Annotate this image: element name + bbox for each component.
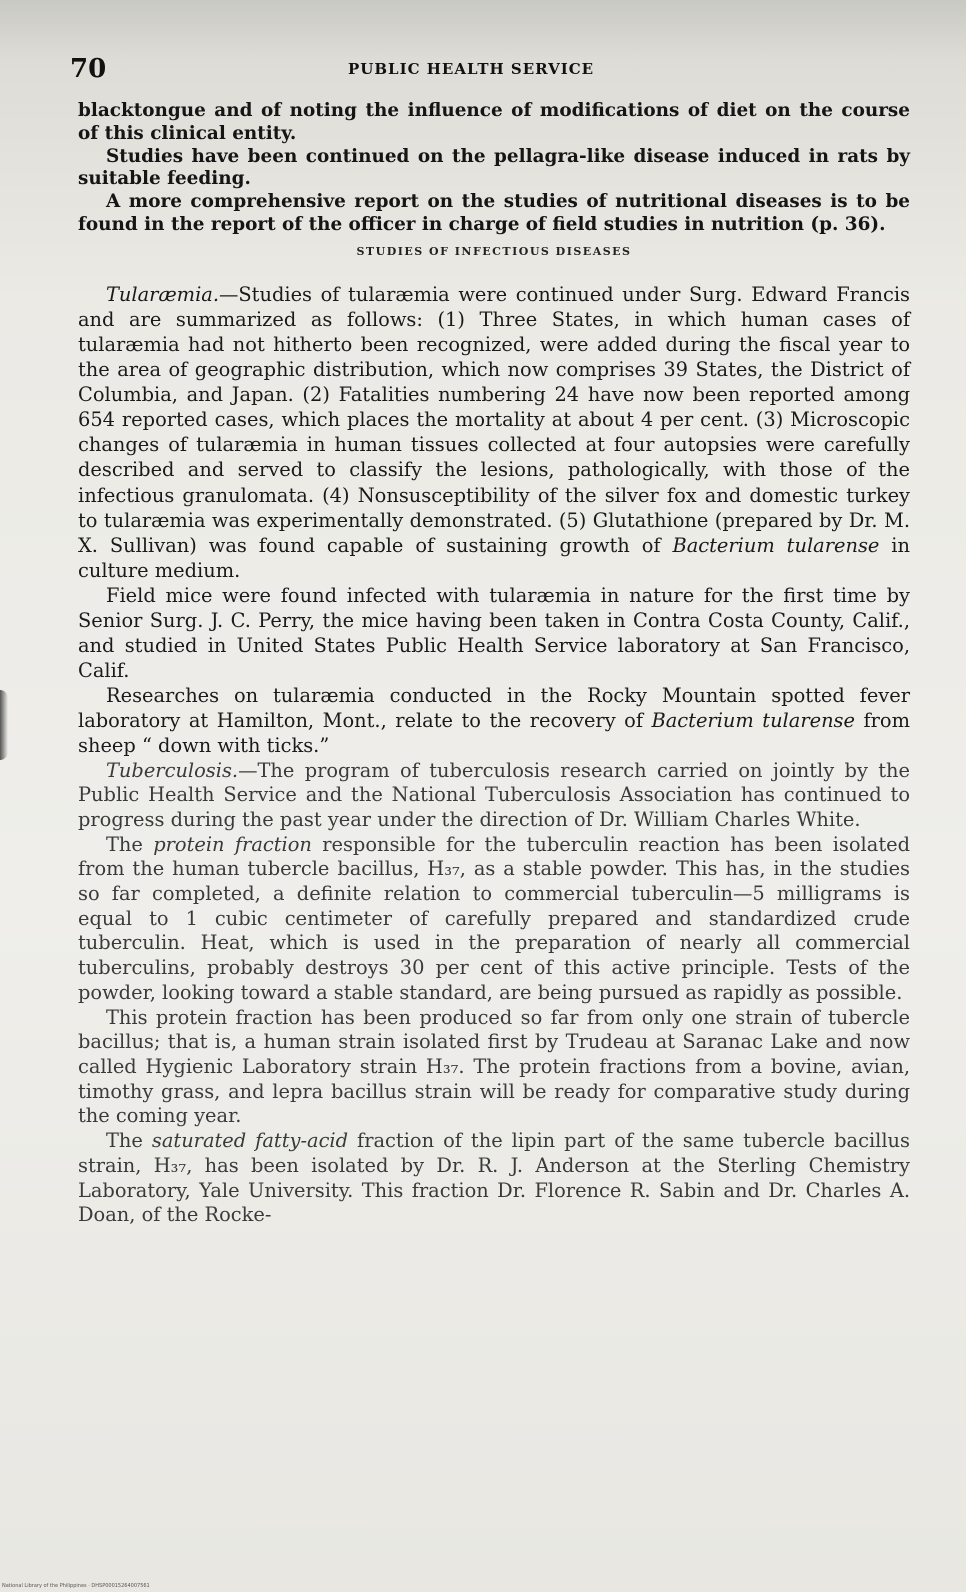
rocky-mountain-species: Bacterium tularense: [651, 709, 855, 733]
paragraph-field-mice: Field mice were found infected with tularæmia in nature for the first time by Senior Surg. J. C. Perry, the mice having been taken in Contra Costa County, Calif., and studied in United States Public Health Service laboratory at San Francisco, Calif.: [78, 583, 910, 683]
protein-start: The: [106, 832, 154, 856]
paragraph-blacktongue: blacktongue and of noting the influence of modifications of diet on the course of this clinical entity.: [78, 100, 910, 144]
rocky-mountain-text: Researches on tularæmia conducted in the Rocky Mountain spotted fever laboratory at Hamilton, Mont., relate to the recovery of: [78, 684, 910, 733]
page-header: [70, 54, 915, 84]
protein-text: responsible for the tuberculin reaction has been isolated from the human tubercle bacillus, H₃₇, as a stable powder. This has, in the studies so far completed, a definite relation to commercial tuberculin—5 milligrams is equal to 1 cubic centimeter of carefully prepared and standardized crude tuberculin. Heat, which is used in the preparation of nearly all commercial tuberculins, probably destroys 30 per cent of this active principle. Tests of the powder, looking toward a stable standard, are being pursued as rapidly as possible.: [78, 832, 910, 1004]
paragraph-tularaemia: [78, 282, 910, 583]
protein-fraction-term: protein fraction: [153, 832, 312, 856]
tularaemia-text: —Studies of tularæmia were continued under Surg. Edward Francis and are summarized as follows: (1) Three States, in which human cases of tularæmia had not hitherto been recognized, were added during the fiscal year to the area of geographic distribution, which now comprises 39 States, the District of Columbia, and Japan. (2) Fatalities numbering 24 have now been reported among 654 reported cases, which places the mortality at about 4 per cent. (3) Microscopic changes of tularæmia in human tissues collected at four autopsies were carefully described and served to classify the lesions, pathologically, with those of the infectious granulomata. (4) Nonsusceptibility of the silver fox and domestic turkey to tularæmia was experimentally demonstrated. (5) Glutathione (prepared by Dr. M. X. Sullivan) was found capable of sustaining growth of: [78, 282, 910, 557]
fatty-acid-term: saturated fatty-acid: [151, 1129, 349, 1153]
paragraph-fatty-acid: [78, 1129, 910, 1228]
tularaemia-species: Bacterium tularense: [672, 533, 880, 557]
tuberculosis-lead: Tuberculosis.: [106, 758, 239, 782]
paragraph-rocky-mountain: [78, 683, 910, 758]
paragraph-strain: This protein fraction has been produced so far from only one strain of tubercle bacillus; that is, a human strain isolated first by Trudeau at Saranac Lake and now called Hygienic Laboratory strain H₃₇. The protein fractions from a bovine, avian, timothy grass, and lepra bacillus strain will be ready for comparative study during the coming year.: [78, 1005, 910, 1128]
body-text: [78, 100, 910, 1228]
fatty-acid-start: The: [106, 1129, 152, 1153]
page-number: 70: [70, 54, 107, 84]
rocky-mountain-end: from sheep “ down with ticks.”: [78, 709, 910, 758]
paragraph-nutrition-report: A more comprehensive report on the studies of nutritional diseases is to be found in the report of the officer in charge of field studies in nutrition (p. 36).: [78, 191, 910, 235]
tularaemia-lead: Tularæmia.: [106, 282, 219, 306]
paragraph-pellagra: Studies have been continued on the pellagra-like disease induced in rats by suitable feeding.: [78, 145, 910, 190]
tularaemia-end: in culture medium.: [78, 533, 910, 582]
scan-credit: National Library of the Philippines · DHSP00015264007561: [2, 1583, 150, 1589]
section-heading: STUDIES OF INFECTIOUS DISEASES: [356, 244, 632, 258]
paragraph-protein-fraction: [78, 833, 910, 1006]
fatty-acid-text: fraction of the lipin part of the same tubercle bacillus strain, H₃₇, has been isolated by Dr. R. J. Anderson at the Sterling Chemistry Laboratory, Yale University. This fraction Dr. Florence R. Sabin and Dr. Charles A. Doan, of the Rocke-: [78, 1129, 910, 1227]
page-edge-shadow: [0, 690, 8, 760]
paragraph-tuberculosis: [78, 759, 910, 833]
tuberculosis-text: —The program of tuberculosis research carried on jointly by the Public Health Service and the National Tuberculosis Association has continued to progress during the past year under the direction of Dr. William Charles White.: [78, 758, 910, 831]
running-head: PUBLIC HEALTH SERVICE: [348, 60, 595, 78]
